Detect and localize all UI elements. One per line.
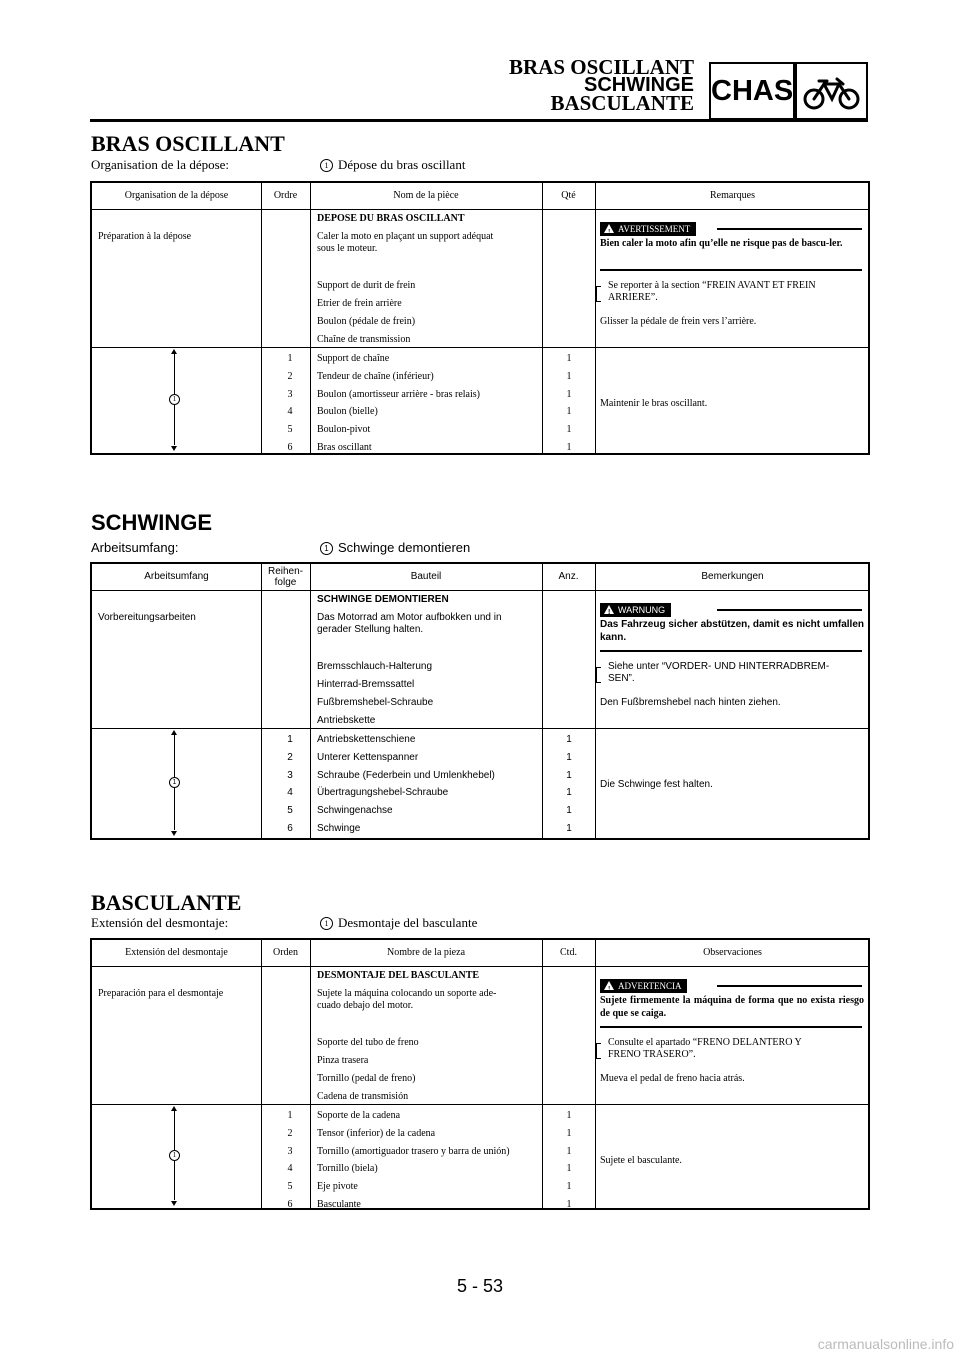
- row-order: 3: [287, 1145, 293, 1157]
- column-header: Observaciones: [703, 947, 762, 959]
- remark-pedal: Glisser la pédale de frein vers l’arrière.: [600, 316, 757, 327]
- range-marker: 1: [169, 1150, 180, 1161]
- prep-label: Vorbereitungsarbeiten: [98, 612, 196, 623]
- scope-label: Arbeitsumfang:: [91, 540, 179, 555]
- row-order: 3: [287, 769, 293, 781]
- column-header: Nombre de la pieza: [386, 947, 466, 959]
- range-marker: 1: [169, 394, 180, 405]
- prep-item: Boulon (pédale de frein): [317, 316, 416, 327]
- warning-icon: [604, 605, 614, 614]
- row-part-name: Unterer Kettenspanner: [317, 751, 419, 763]
- scope-value: [320, 915, 477, 931]
- row-qty: 1: [566, 442, 572, 453]
- arrow-down-icon: [171, 446, 177, 451]
- scope-text: Desmontaje del basculante: [338, 915, 478, 930]
- row-part-name: Tendeur de chaîne (inférieur): [317, 370, 434, 382]
- row-part-name: Bras oscillant: [317, 442, 372, 453]
- row-qty: 1: [566, 1127, 572, 1139]
- prep-divider: [92, 347, 868, 348]
- scope-marker: 1: [320, 917, 333, 930]
- column-header: Organisation de la dépose: [124, 190, 229, 202]
- remark-pedal: Den Fußbremshebel nach hinten ziehen.: [600, 697, 781, 708]
- reference-bracket: [596, 286, 601, 302]
- row-part-name: Eje pivote: [317, 1181, 358, 1193]
- column-header: Nom de la pièce: [393, 190, 459, 202]
- row-order: 5: [287, 805, 293, 817]
- reference-line-1: Consulte el apartado “FRENO DELANTERO Y: [608, 1037, 802, 1048]
- column-divider: [261, 183, 262, 453]
- column-divider: [542, 183, 543, 453]
- section-title: SCHWINGE: [91, 510, 212, 535]
- column-header: Bauteil: [410, 571, 442, 583]
- column-divider: [310, 183, 311, 453]
- warning-rule-bottom: [600, 1026, 862, 1028]
- row-qty: 1: [566, 769, 572, 781]
- procedure-table: [90, 938, 870, 1210]
- row-order: 5: [287, 1181, 293, 1193]
- warning-text: Das Fahrzeug sicher abstützen, damit es nicht umfallen kann.: [600, 619, 864, 643]
- warning-rule-top: [717, 228, 862, 230]
- header-divider: [92, 209, 868, 210]
- row-qty: 1: [566, 424, 572, 436]
- column-header: Remarques: [710, 190, 755, 202]
- prep-item: Etrier de frein arrière: [317, 298, 402, 309]
- prep-item: Chaîne de transmission: [317, 334, 411, 345]
- row-order: 2: [287, 751, 293, 763]
- prep-item: Support de durit de frein: [317, 280, 416, 291]
- row-part-name: Schwinge: [317, 823, 361, 834]
- column-header: Arbeitsumfang: [144, 571, 209, 583]
- warning-label: WARNUNG: [618, 605, 666, 615]
- row-order: 4: [287, 1163, 293, 1175]
- warning-icon: [604, 224, 614, 233]
- scope-label: Organisation de la dépose:: [91, 157, 230, 172]
- row-qty: 1: [566, 406, 572, 418]
- prep-item: cuado debajo del motor.: [317, 1000, 414, 1011]
- column-header: Ordre: [273, 190, 298, 202]
- column-divider: [261, 940, 262, 1208]
- row-qty: 1: [566, 1199, 572, 1210]
- header-divider: [92, 966, 868, 967]
- column-header: Qté: [561, 190, 576, 202]
- arrow-up-icon: [171, 1106, 177, 1111]
- row-order: 1: [287, 353, 293, 364]
- prep-title: DEPOSE DU BRAS OSCILLANT: [317, 213, 465, 224]
- prep-item: Fußbremshebel-Schraube: [317, 697, 434, 708]
- row-qty: 1: [566, 370, 572, 382]
- warning-rule-bottom: [600, 269, 862, 271]
- prep-item: Hinterrad-Bremssattel: [317, 679, 415, 690]
- column-divider: [595, 183, 596, 453]
- row-order: 1: [287, 734, 293, 745]
- warning-badge: [600, 979, 687, 993]
- row-qty: 1: [566, 787, 572, 799]
- row-part-name: Soporte de la cadena: [317, 1110, 401, 1121]
- remark-pedal: Mueva el pedal de freno hacia atrás.: [600, 1073, 745, 1084]
- prep-item: Bremsschlauch-Halterung: [317, 661, 433, 672]
- reference-line-1: Siehe unter “VORDER- UND HINTERRADBREM-: [608, 661, 830, 672]
- column-header: Orden: [273, 947, 298, 959]
- row-qty: 1: [566, 734, 572, 745]
- prep-item: Das Motorrad am Motor aufbokken und in: [317, 612, 502, 623]
- row-order: 6: [287, 823, 293, 834]
- scope-value: [320, 157, 465, 173]
- row-order: 4: [287, 787, 293, 799]
- scope-text: Dépose du bras oscillant: [338, 157, 466, 172]
- column-divider: [542, 564, 543, 838]
- prep-item: Pinza trasera: [317, 1055, 369, 1066]
- arrow-down-icon: [171, 1201, 177, 1206]
- header-divider: [92, 590, 868, 591]
- column-header: Ctd.: [560, 947, 577, 959]
- row-qty: 1: [566, 388, 572, 400]
- row-qty: 1: [566, 823, 572, 834]
- prep-item: gerader Stellung halten.: [317, 624, 424, 635]
- row-part-name: Antriebskettenschiene: [317, 734, 416, 745]
- row-qty: 1: [566, 751, 572, 763]
- row-part-name: Tornillo (biela): [317, 1163, 378, 1175]
- motorcycle-icon: [797, 64, 866, 118]
- section-title: BASCULANTE: [91, 890, 242, 915]
- warning-label: AVERTISSEMENT: [618, 224, 691, 234]
- warning-rule-bottom: [600, 650, 862, 652]
- row-qty: 1: [566, 1181, 572, 1193]
- warning-badge: [600, 222, 696, 236]
- row-order: 2: [287, 370, 293, 382]
- warning-rule-top: [717, 609, 862, 611]
- procedure-table: [90, 181, 870, 455]
- scope-marker: 1: [320, 159, 333, 172]
- column-header: Bemerkungen: [701, 571, 764, 583]
- row-qty: 1: [566, 1145, 572, 1157]
- column-header: Reihen- folge: [267, 565, 304, 588]
- scope-label: Extensión del desmontaje:: [91, 915, 229, 930]
- prep-item: Sujete la máquina colocando un soporte ade-: [317, 988, 497, 999]
- column-divider: [595, 564, 596, 838]
- arrow-up-icon: [171, 349, 177, 354]
- range-marker: 1: [169, 777, 180, 788]
- prep-item: Cadena de transmisión: [317, 1091, 409, 1102]
- row-qty: 1: [566, 1110, 572, 1121]
- reference-line-1: Se reporter à la section “FREIN AVANT ET FREIN: [608, 280, 816, 291]
- row-part-name: Schraube (Federbein und Umlenkhebel): [317, 769, 495, 781]
- column-header: Extensión del desmontaje: [125, 947, 228, 959]
- column-divider: [542, 940, 543, 1208]
- row-order: 6: [287, 1199, 293, 1210]
- row-order: 3: [287, 388, 293, 400]
- arrow-down-icon: [171, 831, 177, 836]
- column-divider: [595, 940, 596, 1208]
- chas-label: CHAS: [711, 64, 793, 118]
- scope-marker: 1: [320, 542, 333, 555]
- procedure-table: [90, 562, 870, 840]
- column-divider: [310, 940, 311, 1208]
- chas-badge: [709, 62, 868, 120]
- page-number: 5 - 53: [456, 1276, 504, 1296]
- rows-remark: Die Schwinge fest halten.: [600, 778, 713, 790]
- row-order: 1: [287, 1110, 293, 1121]
- prep-label: Préparation à la dépose: [98, 231, 192, 242]
- row-part-name: Support de chaîne: [317, 353, 390, 364]
- column-divider: [261, 564, 262, 838]
- section-title: BRAS OSCILLANT: [91, 131, 285, 156]
- header-line-2: SCHWINGE: [584, 74, 694, 96]
- reference-bracket: [596, 667, 601, 683]
- warning-label: ADVERTENCIA: [618, 981, 682, 991]
- rows-remark: Maintenir le bras oscillant.: [600, 397, 708, 409]
- reference-line-2: ARRIERE”.: [608, 292, 658, 303]
- row-part-name: Tornillo (amortiguador trasero y barra de unión): [317, 1145, 510, 1157]
- row-order: 6: [287, 442, 293, 453]
- row-part-name: Boulon (bielle): [317, 406, 378, 418]
- row-part-name: Übertragungshebel-Schraube: [317, 787, 449, 799]
- reference-line-2: FRENO TRASERO”.: [608, 1049, 696, 1060]
- prep-item: Antriebskette: [317, 715, 376, 726]
- warning-icon: [604, 981, 614, 990]
- row-part-name: Boulon-pivot: [317, 424, 371, 436]
- row-part-name: Boulon (amortisseur arrière - bras relais): [317, 388, 480, 400]
- prep-title: DESMONTAJE DEL BASCULANTE: [317, 970, 480, 981]
- row-qty: 1: [566, 353, 572, 364]
- header-line-3: BASCULANTE: [550, 91, 694, 115]
- row-part-name: Schwingenachse: [317, 805, 393, 817]
- row-qty: 1: [566, 1163, 572, 1175]
- prep-divider: [92, 1104, 868, 1105]
- prep-title: SCHWINGE DEMONTIEREN: [317, 594, 449, 605]
- row-part-name: Tensor (inferior) de la cadena: [317, 1127, 436, 1139]
- watermark: carmanualsonline.info: [817, 1336, 954, 1352]
- prep-item: Caler la moto en plaçant un support adéquat: [317, 231, 494, 242]
- prep-item: sous le moteur.: [317, 243, 378, 254]
- prep-divider: [92, 728, 868, 729]
- scope-text: Schwinge demontieren: [338, 540, 471, 555]
- row-part-name: Basculante: [317, 1199, 361, 1210]
- row-qty: 1: [566, 805, 572, 817]
- reference-bracket: [596, 1043, 601, 1059]
- row-order: 2: [287, 1127, 293, 1139]
- reference-line-2: SEN”.: [608, 673, 635, 684]
- warning-text: Sujete firmemente la máquina de forma que no exista riesgo de que se caiga.: [600, 995, 864, 1019]
- prep-label: Preparación para el desmontaje: [98, 988, 224, 999]
- prep-item: Tornillo (pedal de freno): [317, 1073, 416, 1084]
- row-order: 4: [287, 406, 293, 418]
- column-header: Anz.: [558, 571, 579, 583]
- row-order: 5: [287, 424, 293, 436]
- warning-rule-top: [717, 985, 862, 987]
- warning-text: Bien caler la moto afin qu’elle ne risque pas de bascu-ler.: [600, 238, 843, 249]
- rows-remark: Sujete el basculante.: [600, 1154, 682, 1166]
- prep-item: Soporte del tubo de freno: [317, 1037, 419, 1048]
- scope-value: [320, 540, 470, 555]
- column-divider: [310, 564, 311, 838]
- warning-badge: [600, 603, 671, 617]
- arrow-up-icon: [171, 730, 177, 735]
- header-line-1: BRAS OSCILLANT: [509, 55, 694, 79]
